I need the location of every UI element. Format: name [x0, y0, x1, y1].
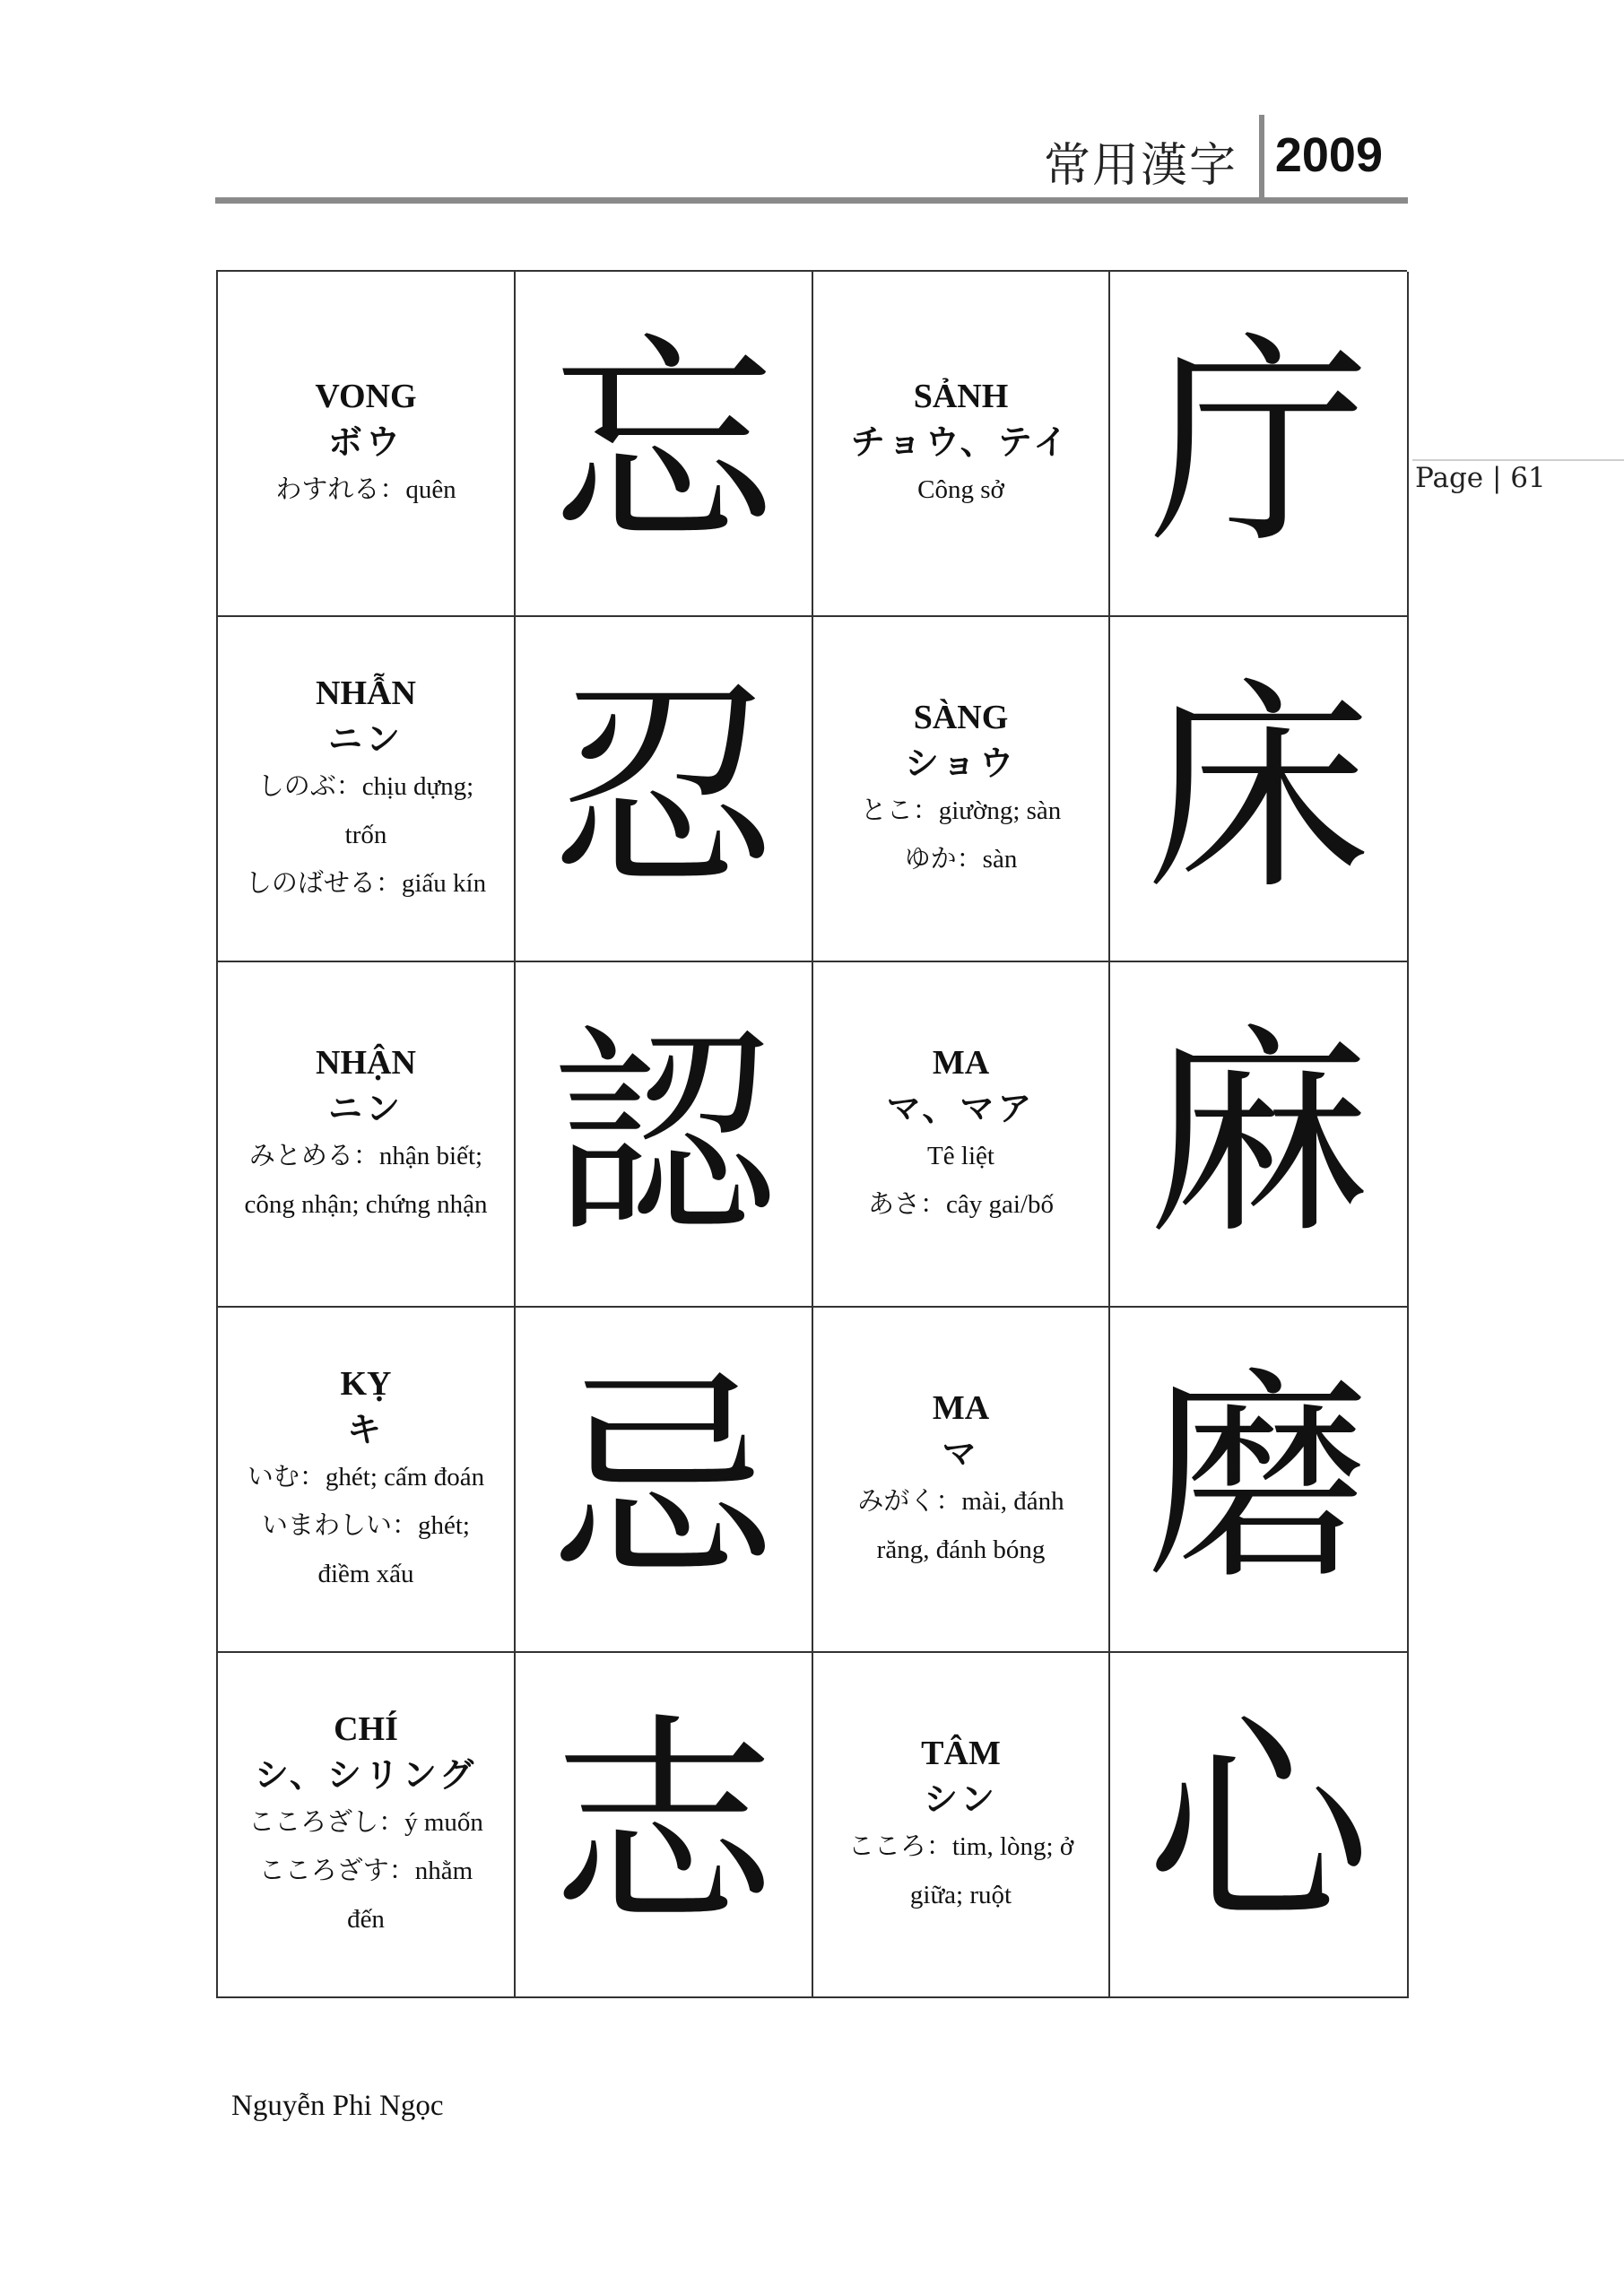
meaning-line: こころざす：nhằm — [258, 1856, 473, 1885]
on-reading: シン — [923, 1778, 999, 1819]
sino-vietnamese-reading: NHẪN — [316, 674, 416, 712]
meaning-line: いまわしい：ghét; — [262, 1510, 470, 1540]
meaning-line: công nhận; chứng nhận — [244, 1189, 488, 1219]
info-cell — [813, 617, 1110, 962]
kanji-character: 忌 — [551, 1348, 776, 1610]
page-number-rule — [1412, 459, 1624, 461]
header-year: 2009 — [1274, 128, 1383, 182]
meaning-line: điềm xấu — [317, 1559, 414, 1588]
kanji-character: 忍 — [551, 657, 776, 919]
kanji-cell — [516, 272, 813, 617]
sino-vietnamese-reading: NHẬN — [316, 1043, 416, 1082]
on-reading: ニン — [327, 1087, 404, 1128]
meaning-line: しのばせる：giấu kín — [245, 868, 487, 898]
meaning-line: わすれる：quên — [275, 474, 456, 504]
kanji-character: 忘 — [551, 312, 776, 574]
info-cell — [218, 1308, 516, 1653]
on-reading: キ — [346, 1408, 385, 1449]
meaning-line: あさ：cây gai/bố — [868, 1189, 1054, 1219]
meaning-line: ゆか：sàn — [904, 844, 1018, 874]
sino-vietnamese-reading: MA — [932, 1043, 990, 1082]
on-reading: ショウ — [904, 742, 1018, 783]
meaning-line: giữa; ruột — [909, 1880, 1012, 1909]
kanji-cell — [516, 617, 813, 962]
header-separator — [1259, 115, 1264, 203]
page-number: Page | 61 — [1415, 462, 1546, 494]
kanji-character: 認 — [551, 1003, 776, 1265]
sino-vietnamese-reading: MA — [932, 1388, 990, 1427]
info-cell — [218, 617, 516, 962]
kanji-character: 心 — [1146, 1693, 1371, 1955]
meaning-line: Công sở — [917, 474, 1004, 504]
on-reading: シ、シリング — [254, 1753, 478, 1795]
kanji-cell — [1110, 1653, 1409, 1998]
kanji-character: 庁 — [1146, 312, 1371, 574]
meaning-line: đến — [347, 1904, 385, 1934]
meaning-line: みがく：mài, đánh — [857, 1486, 1064, 1516]
page-header — [215, 115, 1408, 203]
meaning-line: Tê liệt — [927, 1141, 994, 1170]
sino-vietnamese-reading: VONG — [315, 377, 417, 415]
kanji-cell — [1110, 962, 1409, 1308]
header-title: 常用漢字 — [1043, 139, 1238, 193]
kanji-character: 床 — [1146, 657, 1371, 919]
on-reading: ボウ — [327, 421, 404, 462]
kanji-cell — [1110, 617, 1409, 962]
meaning-line: trốn — [344, 820, 387, 849]
kanji-cell — [516, 962, 813, 1308]
info-cell — [813, 962, 1110, 1308]
info-cell — [218, 962, 516, 1308]
kanji-cell — [1110, 272, 1409, 617]
on-reading: マ、マア — [886, 1087, 1036, 1128]
info-cell — [813, 1653, 1110, 1998]
meaning-line: こころざし：ý muốn — [248, 1807, 483, 1837]
meaning-line: こころ：tim, lòng; ở — [847, 1831, 1074, 1861]
meaning-line: みとめる：nhận biết; — [248, 1141, 483, 1170]
kanji-character: 志 — [551, 1693, 776, 1955]
meaning-line: とこ：giường; sàn — [860, 796, 1062, 825]
info-cell — [813, 1308, 1110, 1653]
meaning-line: しのぶ：chịu dựng; — [257, 771, 474, 801]
meaning-line: răng, đánh bóng — [876, 1535, 1046, 1564]
info-cell — [218, 272, 516, 617]
kanji-cell — [1110, 1308, 1409, 1653]
footer-author: Nguyễn Phi Ngọc — [231, 2090, 444, 2122]
kanji-character: 磨 — [1146, 1348, 1371, 1610]
kanji-grid — [216, 270, 1407, 1998]
info-cell — [218, 1653, 516, 1998]
on-reading: チョウ、テイ — [850, 421, 1072, 462]
sino-vietnamese-reading: SÀNG — [913, 698, 1009, 736]
on-reading: マ — [942, 1432, 980, 1474]
sino-vietnamese-reading: SẢNH — [913, 377, 1009, 415]
info-cell — [813, 272, 1110, 617]
sino-vietnamese-reading: TÂM — [921, 1734, 1001, 1772]
on-reading: ニン — [327, 718, 404, 759]
kanji-character: 麻 — [1146, 1003, 1371, 1265]
kanji-cell — [516, 1653, 813, 1998]
header-rule — [215, 197, 1408, 204]
sino-vietnamese-reading: KỴ — [340, 1364, 392, 1403]
kanji-cell — [516, 1308, 813, 1653]
meaning-line: いむ：ghét; cấm đoán — [247, 1462, 485, 1492]
sino-vietnamese-reading: CHÍ — [334, 1709, 398, 1748]
